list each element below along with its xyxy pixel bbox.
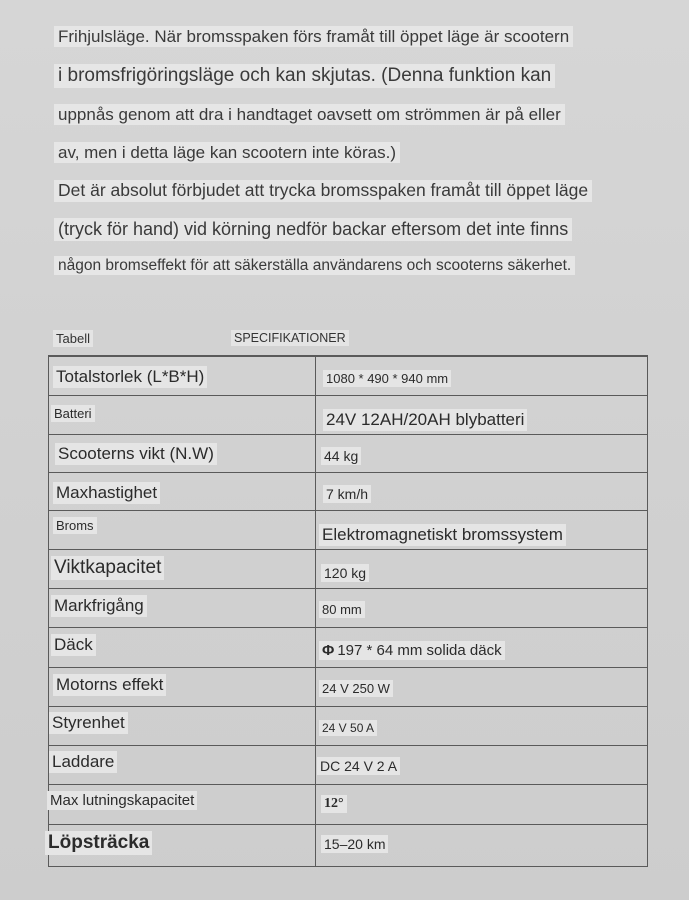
- spec-value: 120 kg: [321, 564, 369, 582]
- spec-label: Styrenhet: [49, 712, 128, 734]
- spec-value: 12°: [321, 795, 347, 813]
- table-row: [49, 356, 647, 395]
- spec-value: 1080 * 490 * 940 mm: [323, 370, 451, 387]
- spec-label: Viktkapacitet: [51, 556, 164, 580]
- spec-value: 80 mm: [319, 601, 365, 618]
- table-row: [49, 706, 647, 745]
- table-row: [49, 667, 647, 706]
- table-row: [49, 745, 647, 784]
- paragraph-line: av, men i detta läge kan scootern inte köras.): [54, 142, 400, 163]
- spec-value: 24 V 50 A: [319, 720, 377, 736]
- spec-value: [319, 641, 505, 660]
- spec-label: Batteri: [51, 405, 95, 422]
- diameter-symbol: Φ: [322, 642, 335, 659]
- paragraph-line: (tryck för hand) vid körning nedför backar eftersom det inte finns: [54, 218, 572, 241]
- spec-value: DC 24 V 2 A: [317, 757, 400, 775]
- table-row: [49, 434, 647, 472]
- spec-label: Laddare: [49, 751, 117, 773]
- table-caption-label: Tabell: [53, 330, 93, 347]
- spec-label: Max lutningskapacitet: [47, 791, 197, 810]
- table-row: [49, 784, 647, 824]
- table-row: [49, 549, 647, 588]
- spec-value: 7 km/h: [323, 485, 371, 503]
- table-row: [49, 395, 647, 434]
- spec-value: Elektromagnetiskt bromssystem: [319, 524, 566, 546]
- specifications-table: [48, 355, 648, 867]
- spec-value: 44 kg: [321, 447, 361, 465]
- spec-label: Motorns effekt: [53, 674, 166, 696]
- spec-value-text: 197 * 64 mm solida däck: [337, 642, 502, 659]
- table-row: [49, 472, 647, 510]
- table-row: [49, 588, 647, 627]
- spec-value: 24V 12AH/20AH blybatteri: [323, 409, 527, 431]
- table-row: [49, 627, 647, 667]
- table-row: [49, 510, 647, 549]
- table-title: SPECIFIKATIONER: [231, 330, 349, 346]
- spec-label: Totalstorlek (L*B*H): [53, 366, 207, 388]
- spec-value: 15–20 km: [321, 835, 388, 853]
- spec-label: Scooterns vikt (N.W): [55, 443, 217, 465]
- spec-label: Löpsträcka: [45, 831, 152, 855]
- spec-label: Däck: [51, 634, 96, 656]
- table-row: [49, 824, 647, 866]
- paragraph-line: i bromsfrigöringsläge och kan skjutas. (Denna funktion kan: [54, 64, 555, 88]
- spec-value: 24 V 250 W: [319, 680, 393, 697]
- spec-label: Broms: [53, 517, 97, 534]
- paragraph-line: någon bromseffekt för att säkerställa användarens och scooterns säkerhet.: [54, 256, 575, 275]
- paragraph-line: Det är absolut förbjudet att trycka bromsspaken framåt till öppet läge: [54, 180, 592, 202]
- spec-label: Maxhastighet: [53, 482, 160, 504]
- spec-label: Markfrigång: [51, 595, 147, 617]
- paragraph-line: uppnås genom att dra i handtaget oavsett om strömmen är på eller: [54, 104, 565, 125]
- paragraph-line: Frihjulsläge. När bromsspaken förs framåt till öppet läge är scootern: [54, 26, 573, 47]
